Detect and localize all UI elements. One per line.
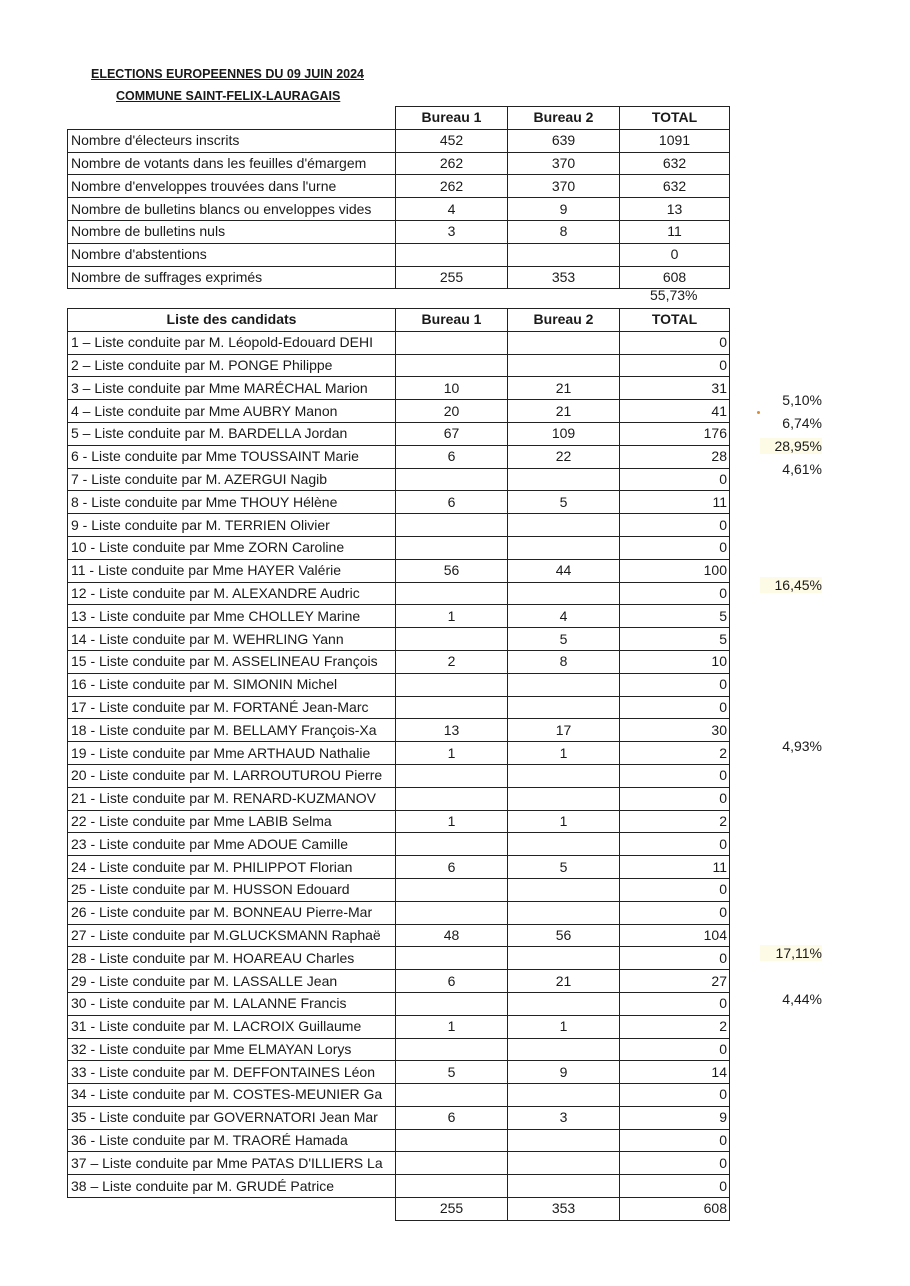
candidate-bureau2-votes: 21 <box>508 970 620 993</box>
candidate-list-name: 31 - Liste conduite par M. LACROIX Guillaume <box>68 1015 396 1038</box>
candidate-percentage: 6,74% <box>782 415 822 432</box>
candidate-list-name: 20 - Liste conduite par M. LARROUTUROU Pierre <box>68 764 396 787</box>
candidate-bureau1-votes <box>396 764 508 787</box>
candidate-total-votes: 41 <box>620 400 730 423</box>
candidate-list-name: 12 - Liste conduite par M. ALEXANDRE Audric <box>68 582 396 605</box>
candidate-percentage: 16,45% <box>760 577 822 593</box>
candidate-total-votes: 0 <box>620 673 730 696</box>
candidate-percentage: 17,11% <box>760 945 822 961</box>
candidate-total-votes: 0 <box>620 696 730 719</box>
summary-header-blank <box>68 107 396 130</box>
candidate-bureau1-votes: 48 <box>396 924 508 947</box>
candidate-row <box>68 947 730 970</box>
candidate-percentage: 4,93% <box>782 737 822 754</box>
summary-row-bureau2: 639 <box>508 129 620 152</box>
candidate-list-name: 27 - Liste conduite par M.GLUCKSMANN Raphaë <box>68 924 396 947</box>
candidate-row <box>68 856 730 879</box>
candidate-total-votes: 0 <box>620 1038 730 1061</box>
summary-row-total: 1091 <box>620 129 730 152</box>
candidate-total-votes: 5 <box>620 605 730 628</box>
candidate-bureau2-votes: 8 <box>508 650 620 673</box>
candidate-row <box>68 650 730 673</box>
candidate-bureau2-votes: 109 <box>508 422 620 445</box>
candidate-total-votes: 0 <box>620 787 730 810</box>
candidate-bureau2-votes: 4 <box>508 605 620 628</box>
candidate-list-name: 8 - Liste conduite par Mme THOUY Hélène <box>68 491 396 514</box>
candidate-total-votes: 9 <box>620 1106 730 1129</box>
candidate-bureau1-votes <box>396 901 508 924</box>
candidate-total-votes: 0 <box>620 1175 730 1198</box>
summary-row-bureau2: 370 <box>508 175 620 198</box>
candidate-row <box>68 696 730 719</box>
candidate-total-votes: 14 <box>620 1061 730 1084</box>
candidate-row <box>68 582 730 605</box>
summary-row-bureau2: 9 <box>508 198 620 221</box>
candidate-total-votes: 11 <box>620 856 730 879</box>
candidates-totals-row <box>68 1198 730 1221</box>
candidate-list-name: 16 - Liste conduite par M. SIMONIN Michel <box>68 673 396 696</box>
candidates-table <box>67 308 730 1221</box>
candidate-bureau1-votes <box>396 1129 508 1152</box>
candidate-bureau2-votes <box>508 901 620 924</box>
candidate-list-name: 3 – Liste conduite par Mme MARÉCHAL Marion <box>68 377 396 400</box>
summary-row <box>68 220 730 243</box>
candidates-header-total: TOTAL <box>620 309 730 332</box>
candidate-list-name: 10 - Liste conduite par Mme ZORN Caroline <box>68 536 396 559</box>
summary-row-bureau1 <box>396 243 508 266</box>
candidate-row <box>68 673 730 696</box>
candidate-bureau2-votes <box>508 696 620 719</box>
candidate-total-votes: 0 <box>620 1084 730 1107</box>
candidate-bureau2-votes <box>508 468 620 491</box>
candidate-row <box>68 1129 730 1152</box>
summary-row-label: Nombre de bulletins nuls <box>68 220 396 243</box>
candidate-list-name: 13 - Liste conduite par Mme CHOLLEY Marine <box>68 605 396 628</box>
candidate-list-name: 14 - Liste conduite par M. WEHRLING Yann <box>68 628 396 651</box>
candidate-percentage: 28,95% <box>760 438 822 454</box>
candidate-bureau2-votes: 5 <box>508 628 620 651</box>
candidate-total-votes: 2 <box>620 742 730 765</box>
summary-row-bureau2 <box>508 243 620 266</box>
candidate-row <box>68 400 730 423</box>
candidate-row <box>68 787 730 810</box>
summary-row <box>68 175 730 198</box>
candidate-list-name: 7 - Liste conduite par M. AZERGUI Nagib <box>68 468 396 491</box>
candidate-list-name: 17 - Liste conduite par M. FORTANÉ Jean-Marc <box>68 696 396 719</box>
summary-row-label: Nombre de suffrages exprimés <box>68 266 396 289</box>
summary-row-label: Nombre de bulletins blancs ou enveloppes vides <box>68 198 396 221</box>
summary-row <box>68 243 730 266</box>
candidate-bureau2-votes <box>508 992 620 1015</box>
candidate-total-votes: 0 <box>620 536 730 559</box>
candidate-bureau1-votes: 1 <box>396 1015 508 1038</box>
candidate-list-name: 34 - Liste conduite par M. COSTES-MEUNIER Ga <box>68 1084 396 1107</box>
candidate-list-name: 38 – Liste conduite par M. GRUDÉ Patrice <box>68 1175 396 1198</box>
candidate-row <box>68 719 730 742</box>
candidate-total-votes: 104 <box>620 924 730 947</box>
candidate-row <box>68 445 730 468</box>
summary-row-bureau2: 353 <box>508 266 620 289</box>
candidate-bureau2-votes <box>508 764 620 787</box>
candidate-list-name: 19 - Liste conduite par Mme ARTHAUD Nathalie <box>68 742 396 765</box>
summary-row-total: 11 <box>620 220 730 243</box>
candidate-row <box>68 1106 730 1129</box>
summary-row-label: Nombre d'enveloppes trouvées dans l'urne <box>68 175 396 198</box>
candidate-bureau1-votes: 6 <box>396 491 508 514</box>
candidate-row <box>68 628 730 651</box>
candidate-list-name: 29 - Liste conduite par M. LASSALLE Jean <box>68 970 396 993</box>
candidate-bureau1-votes <box>396 787 508 810</box>
candidate-list-name: 1 – Liste conduite par M. Léopold-Edouard DEHI <box>68 331 396 354</box>
summary-row-bureau1: 452 <box>396 129 508 152</box>
summary-header-total: TOTAL <box>620 107 730 130</box>
candidate-list-name: 22 - Liste conduite par Mme LABIB Selma <box>68 810 396 833</box>
totals-label-blank <box>68 1198 396 1221</box>
candidate-bureau1-votes: 13 <box>396 719 508 742</box>
candidate-row <box>68 514 730 537</box>
candidate-bureau1-votes: 1 <box>396 810 508 833</box>
candidate-bureau1-votes: 1 <box>396 605 508 628</box>
candidate-row <box>68 536 730 559</box>
candidate-bureau2-votes: 9 <box>508 1061 620 1084</box>
candidate-bureau2-votes: 3 <box>508 1106 620 1129</box>
participation-rate: 55,73% <box>650 287 698 303</box>
candidate-bureau2-votes: 56 <box>508 924 620 947</box>
summary-row-bureau2: 370 <box>508 152 620 175</box>
candidate-total-votes: 5 <box>620 628 730 651</box>
candidate-total-votes: 100 <box>620 559 730 582</box>
candidate-list-name: 21 - Liste conduite par M. RENARD-KUZMANOV <box>68 787 396 810</box>
summary-row-bureau1: 4 <box>396 198 508 221</box>
candidate-total-votes: 0 <box>620 901 730 924</box>
candidates-header-list: Liste des candidats <box>68 309 396 332</box>
document-subtitle: COMMUNE SAINT-FELIX-LAURAGAIS <box>116 89 341 103</box>
candidates-header-bureau1: Bureau 1 <box>396 309 508 332</box>
candidate-bureau1-votes: 1 <box>396 742 508 765</box>
candidate-total-votes: 0 <box>620 1152 730 1175</box>
candidate-list-name: 30 - Liste conduite par M. LALANNE Francis <box>68 992 396 1015</box>
candidate-list-name: 28 - Liste conduite par M. HOAREAU Charles <box>68 947 396 970</box>
candidate-row <box>68 1038 730 1061</box>
summary-row-label: Nombre d'abstentions <box>68 243 396 266</box>
candidate-total-votes: 0 <box>620 468 730 491</box>
candidate-total-votes: 176 <box>620 422 730 445</box>
candidate-total-votes: 30 <box>620 719 730 742</box>
summary-table <box>67 106 730 289</box>
candidate-percentage: 5,10% <box>782 392 822 409</box>
candidate-list-name: 32 - Liste conduite par Mme ELMAYAN Lorys <box>68 1038 396 1061</box>
candidate-total-votes: 0 <box>620 947 730 970</box>
candidate-row <box>68 377 730 400</box>
candidate-row <box>68 764 730 787</box>
summary-row-total: 632 <box>620 152 730 175</box>
candidate-total-votes: 0 <box>620 833 730 856</box>
candidate-bureau2-votes: 17 <box>508 719 620 742</box>
summary-row-total: 632 <box>620 175 730 198</box>
candidate-list-name: 2 – Liste conduite par M. PONGE Philippe <box>68 354 396 377</box>
candidate-total-votes: 27 <box>620 970 730 993</box>
candidate-list-name: 5 – Liste conduite par M. BARDELLA Jordan <box>68 422 396 445</box>
candidate-row <box>68 559 730 582</box>
candidate-row <box>68 1152 730 1175</box>
candidate-total-votes: 0 <box>620 514 730 537</box>
candidate-total-votes: 31 <box>620 377 730 400</box>
candidate-percentage: 4,61% <box>782 461 822 478</box>
candidate-row <box>68 1061 730 1084</box>
candidate-list-name: 6 - Liste conduite par Mme TOUSSAINT Marie <box>68 445 396 468</box>
summary-row-bureau1: 255 <box>396 266 508 289</box>
candidate-bureau1-votes: 56 <box>396 559 508 582</box>
candidate-bureau2-votes <box>508 787 620 810</box>
candidate-total-votes: 28 <box>620 445 730 468</box>
summary-row <box>68 129 730 152</box>
candidate-bureau1-votes: 6 <box>396 445 508 468</box>
candidate-bureau2-votes <box>508 878 620 901</box>
candidate-bureau1-votes <box>396 878 508 901</box>
candidate-bureau1-votes <box>396 582 508 605</box>
candidate-bureau2-votes: 5 <box>508 491 620 514</box>
candidate-bureau1-votes <box>396 468 508 491</box>
candidate-list-name: 37 – Liste conduite par Mme PATAS D'ILLIERS La <box>68 1152 396 1175</box>
totals-bureau2: 353 <box>508 1198 620 1221</box>
summary-header-row <box>68 107 730 130</box>
summary-row-label: Nombre de votants dans les feuilles d'émargem <box>68 152 396 175</box>
candidate-bureau2-votes: 44 <box>508 559 620 582</box>
candidate-list-name: 36 - Liste conduite par M. TRAORÉ Hamada <box>68 1129 396 1152</box>
summary-row <box>68 266 730 289</box>
candidate-bureau2-votes: 21 <box>508 400 620 423</box>
summary-row <box>68 198 730 221</box>
summary-row-total: 0 <box>620 243 730 266</box>
candidate-bureau1-votes <box>396 833 508 856</box>
candidate-bureau2-votes <box>508 1152 620 1175</box>
candidate-list-name: 26 - Liste conduite par M. BONNEAU Pierre-Mar <box>68 901 396 924</box>
candidate-bureau1-votes: 2 <box>396 650 508 673</box>
candidates-header-bureau2: Bureau 2 <box>508 309 620 332</box>
candidate-bureau1-votes <box>396 947 508 970</box>
candidate-total-votes: 0 <box>620 878 730 901</box>
candidate-list-name: 24 - Liste conduite par M. PHILIPPOT Florian <box>68 856 396 879</box>
candidate-bureau2-votes <box>508 331 620 354</box>
candidate-bureau1-votes: 5 <box>396 1061 508 1084</box>
candidate-bureau1-votes <box>396 628 508 651</box>
candidate-list-name: 33 - Liste conduite par M. DEFFONTAINES Léon <box>68 1061 396 1084</box>
candidate-bureau2-votes <box>508 536 620 559</box>
candidate-bureau1-votes <box>396 1175 508 1198</box>
candidate-bureau2-votes <box>508 582 620 605</box>
candidate-bureau1-votes: 6 <box>396 970 508 993</box>
candidate-bureau2-votes <box>508 673 620 696</box>
candidate-bureau1-votes <box>396 696 508 719</box>
candidate-total-votes: 0 <box>620 764 730 787</box>
candidate-total-votes: 2 <box>620 1015 730 1038</box>
candidate-row <box>68 924 730 947</box>
candidate-bureau2-votes <box>508 1129 620 1152</box>
candidate-percentage: 4,44% <box>782 991 822 1008</box>
candidate-bureau2-votes <box>508 833 620 856</box>
summary-row-bureau1: 3 <box>396 220 508 243</box>
summary-row <box>68 152 730 175</box>
candidate-total-votes: 0 <box>620 992 730 1015</box>
candidate-row <box>68 992 730 1015</box>
candidate-total-votes: 0 <box>620 582 730 605</box>
summary-row-label: Nombre d'électeurs inscrits <box>68 129 396 152</box>
candidate-bureau2-votes <box>508 1175 620 1198</box>
candidate-bureau1-votes: 10 <box>396 377 508 400</box>
candidate-row <box>68 1084 730 1107</box>
ink-dot <box>757 411 760 414</box>
candidate-bureau1-votes <box>396 536 508 559</box>
candidate-list-name: 4 – Liste conduite par Mme AUBRY Manon <box>68 400 396 423</box>
candidate-total-votes: 0 <box>620 1129 730 1152</box>
document-title: ELECTIONS EUROPEENNES DU 09 JUIN 2024 <box>91 67 364 81</box>
candidate-row <box>68 742 730 765</box>
candidate-bureau2-votes <box>508 1038 620 1061</box>
candidate-bureau2-votes <box>508 354 620 377</box>
candidate-bureau2-votes <box>508 514 620 537</box>
summary-header-bureau2: Bureau 2 <box>508 107 620 130</box>
candidate-bureau1-votes: 6 <box>396 856 508 879</box>
candidate-bureau2-votes: 5 <box>508 856 620 879</box>
candidate-bureau1-votes <box>396 992 508 1015</box>
candidate-bureau1-votes <box>396 514 508 537</box>
candidate-bureau1-votes <box>396 1038 508 1061</box>
candidate-row <box>68 354 730 377</box>
candidate-bureau2-votes: 21 <box>508 377 620 400</box>
candidate-row <box>68 833 730 856</box>
totals-bureau1: 255 <box>396 1198 508 1221</box>
summary-row-total: 608 <box>620 266 730 289</box>
candidate-total-votes: 11 <box>620 491 730 514</box>
summary-header-bureau1: Bureau 1 <box>396 107 508 130</box>
candidate-list-name: 25 - Liste conduite par M. HUSSON Edouard <box>68 878 396 901</box>
candidate-total-votes: 0 <box>620 354 730 377</box>
candidate-bureau1-votes: 20 <box>396 400 508 423</box>
candidate-bureau1-votes: 67 <box>396 422 508 445</box>
candidate-list-name: 9 - Liste conduite par M. TERRIEN Olivier <box>68 514 396 537</box>
candidate-bureau2-votes: 22 <box>508 445 620 468</box>
totals-total: 608 <box>620 1198 730 1221</box>
candidate-row <box>68 810 730 833</box>
candidate-row <box>68 878 730 901</box>
candidate-total-votes: 2 <box>620 810 730 833</box>
candidate-row <box>68 1175 730 1198</box>
candidate-row <box>68 605 730 628</box>
candidate-row <box>68 331 730 354</box>
candidate-row <box>68 468 730 491</box>
summary-row-bureau1: 262 <box>396 152 508 175</box>
candidate-list-name: 35 - Liste conduite par GOVERNATORI Jean Mar <box>68 1106 396 1129</box>
candidate-row <box>68 1015 730 1038</box>
candidate-row <box>68 901 730 924</box>
summary-row-bureau2: 8 <box>508 220 620 243</box>
candidate-bureau2-votes: 1 <box>508 810 620 833</box>
candidate-bureau2-votes: 1 <box>508 1015 620 1038</box>
candidate-bureau1-votes <box>396 673 508 696</box>
candidate-list-name: 18 - Liste conduite par M. BELLAMY François-Xa <box>68 719 396 742</box>
summary-row-total: 13 <box>620 198 730 221</box>
candidate-list-name: 11 - Liste conduite par Mme HAYER Valérie <box>68 559 396 582</box>
candidate-total-votes: 10 <box>620 650 730 673</box>
candidate-bureau1-votes <box>396 331 508 354</box>
candidate-bureau1-votes <box>396 1084 508 1107</box>
candidate-bureau2-votes: 1 <box>508 742 620 765</box>
candidates-header-row <box>68 309 730 332</box>
candidate-bureau2-votes <box>508 1084 620 1107</box>
candidate-bureau1-votes <box>396 1152 508 1175</box>
candidate-list-name: 15 - Liste conduite par M. ASSELINEAU François <box>68 650 396 673</box>
candidate-bureau1-votes: 6 <box>396 1106 508 1129</box>
candidate-list-name: 23 - Liste conduite par Mme ADOUE Camille <box>68 833 396 856</box>
candidate-row <box>68 491 730 514</box>
summary-row-bureau1: 262 <box>396 175 508 198</box>
candidate-bureau2-votes <box>508 947 620 970</box>
candidate-bureau1-votes <box>396 354 508 377</box>
candidate-row <box>68 970 730 993</box>
candidate-total-votes: 0 <box>620 331 730 354</box>
candidate-row <box>68 422 730 445</box>
